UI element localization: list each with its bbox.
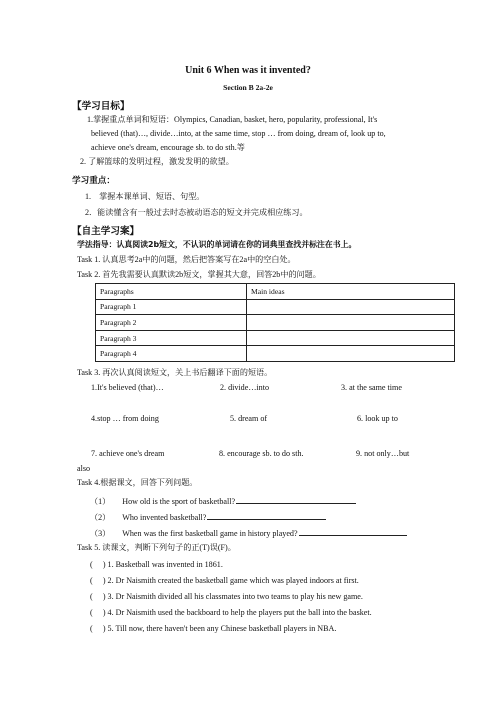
key-point-1: 1. 掌握本课单词、短语、句型。 <box>85 192 205 201</box>
objective-line-1: 1.掌握重点单词和短语：Olympics, Canadian, basket, hero, popularity, professional, It's <box>87 115 378 124</box>
question-text: How old is the sport of basketball? <box>122 497 236 506</box>
page-title: Unit 6 When was it invented? <box>185 65 311 76</box>
table-row <box>96 299 455 315</box>
table-cell-main-idea[interactable] <box>247 346 455 362</box>
statement-4[interactable]: ( ) 4. Dr Naismith used the backboard to help the players put the ball into the basket. <box>90 608 372 617</box>
table-header-paragraphs: Paragraphs <box>96 284 247 300</box>
phrase-8: 8. encourage sb. to do sth. <box>219 449 304 458</box>
self-study-heading: 【自主学习案】 <box>72 226 140 237</box>
question-number: （3） <box>90 529 111 538</box>
phrase-9-continued: also <box>77 464 91 473</box>
task-1: Task 1. 认真思考2a中的问题，然后把答案写在2a中的空白处。 <box>77 255 296 264</box>
table-row <box>96 330 455 346</box>
phrase-9: 9. not only…but <box>356 449 410 458</box>
table-cell-paragraph: Paragraph 2 <box>96 315 247 331</box>
question-number: （2） <box>90 513 111 522</box>
statement-3[interactable]: ( ) 3. Dr Naismith divided all his classmates into two teams to play his new game. <box>90 592 363 601</box>
answer-blank[interactable] <box>299 527 407 536</box>
method-guide: 学法指导：认真阅读2b短文，不认识的单词请在你的词典里查找并标注在书上。 <box>77 240 357 249</box>
task-2: Task 2. 首先我需要认真默读2b短文，掌握其大意，回答2b中的问题。 <box>77 270 321 279</box>
table-row <box>96 315 455 331</box>
question-text: When was the first basketball game in history played? <box>122 529 298 538</box>
objective-line-4: 2. 了解篮球的发明过程，激发发明的欲望。 <box>80 157 234 166</box>
key-point-2: 2．能读懂含有一般过去时态被动语态的短文并完成相应练习。 <box>85 208 308 217</box>
table-header-row <box>96 284 455 300</box>
table-cell-paragraph: Paragraph 3 <box>96 330 247 346</box>
task-3: Task 3. 再次认真阅读短文，关上书后翻译下面的短语。 <box>77 368 273 377</box>
table-cell-paragraph: Paragraph 1 <box>96 299 247 315</box>
table-cell-main-idea[interactable] <box>247 315 455 331</box>
key-points-heading: 学习重点： <box>72 176 115 186</box>
statement-2[interactable]: ( ) 2. Dr Naismith created the basketball game which was played indoors at first. <box>90 576 359 585</box>
table-cell-paragraph: Paragraph 4 <box>96 346 247 362</box>
question-2 <box>90 511 326 523</box>
objectives-heading: 【学习目标】 <box>72 101 130 112</box>
section-subtitle: Section B 2a-2e <box>223 83 273 92</box>
question-3 <box>90 527 407 539</box>
table-cell-main-idea[interactable] <box>247 330 455 346</box>
answer-blank[interactable] <box>236 495 356 504</box>
question-text: Who invented basketball? <box>122 513 207 522</box>
phrase-6: 6. look up to <box>357 414 398 423</box>
phrase-7: 7. achieve one's dream <box>91 449 165 458</box>
question-1 <box>90 495 356 507</box>
table-row <box>96 346 455 362</box>
table-cell-main-idea[interactable] <box>247 299 455 315</box>
main-ideas-table <box>95 283 455 362</box>
task-4: Task 4.根据课文，回答下列问题。 <box>77 478 198 487</box>
phrase-2: 2. divide…into <box>220 383 270 392</box>
objective-line-3: achieve one's dream, encourage sb. to do sth.等 <box>91 143 245 152</box>
phrase-5: 5. dream of <box>230 414 268 423</box>
statement-1[interactable]: ( ) 1. Basketball was invented in 1861. <box>90 560 223 569</box>
task-5: Task 5. 读课文，判断下列句子的正(T)误(F)。 <box>77 543 236 552</box>
phrase-1: 1.It's believed (that)… <box>91 383 164 392</box>
question-number: （1） <box>90 497 111 506</box>
statement-5[interactable]: ( ) 5. Till now, there haven't been any Chinese basketball players in NBA. <box>90 624 337 633</box>
table-header-main-ideas: Main ideas <box>247 284 455 300</box>
answer-blank[interactable] <box>207 511 326 520</box>
phrase-3: 3. at the same time <box>341 383 402 392</box>
phrase-4: 4.stop … from doing <box>91 414 159 423</box>
objective-line-2: believed (that)…, divide…into, at the same time, stop … from doing, dream of, look up to, <box>91 129 386 138</box>
